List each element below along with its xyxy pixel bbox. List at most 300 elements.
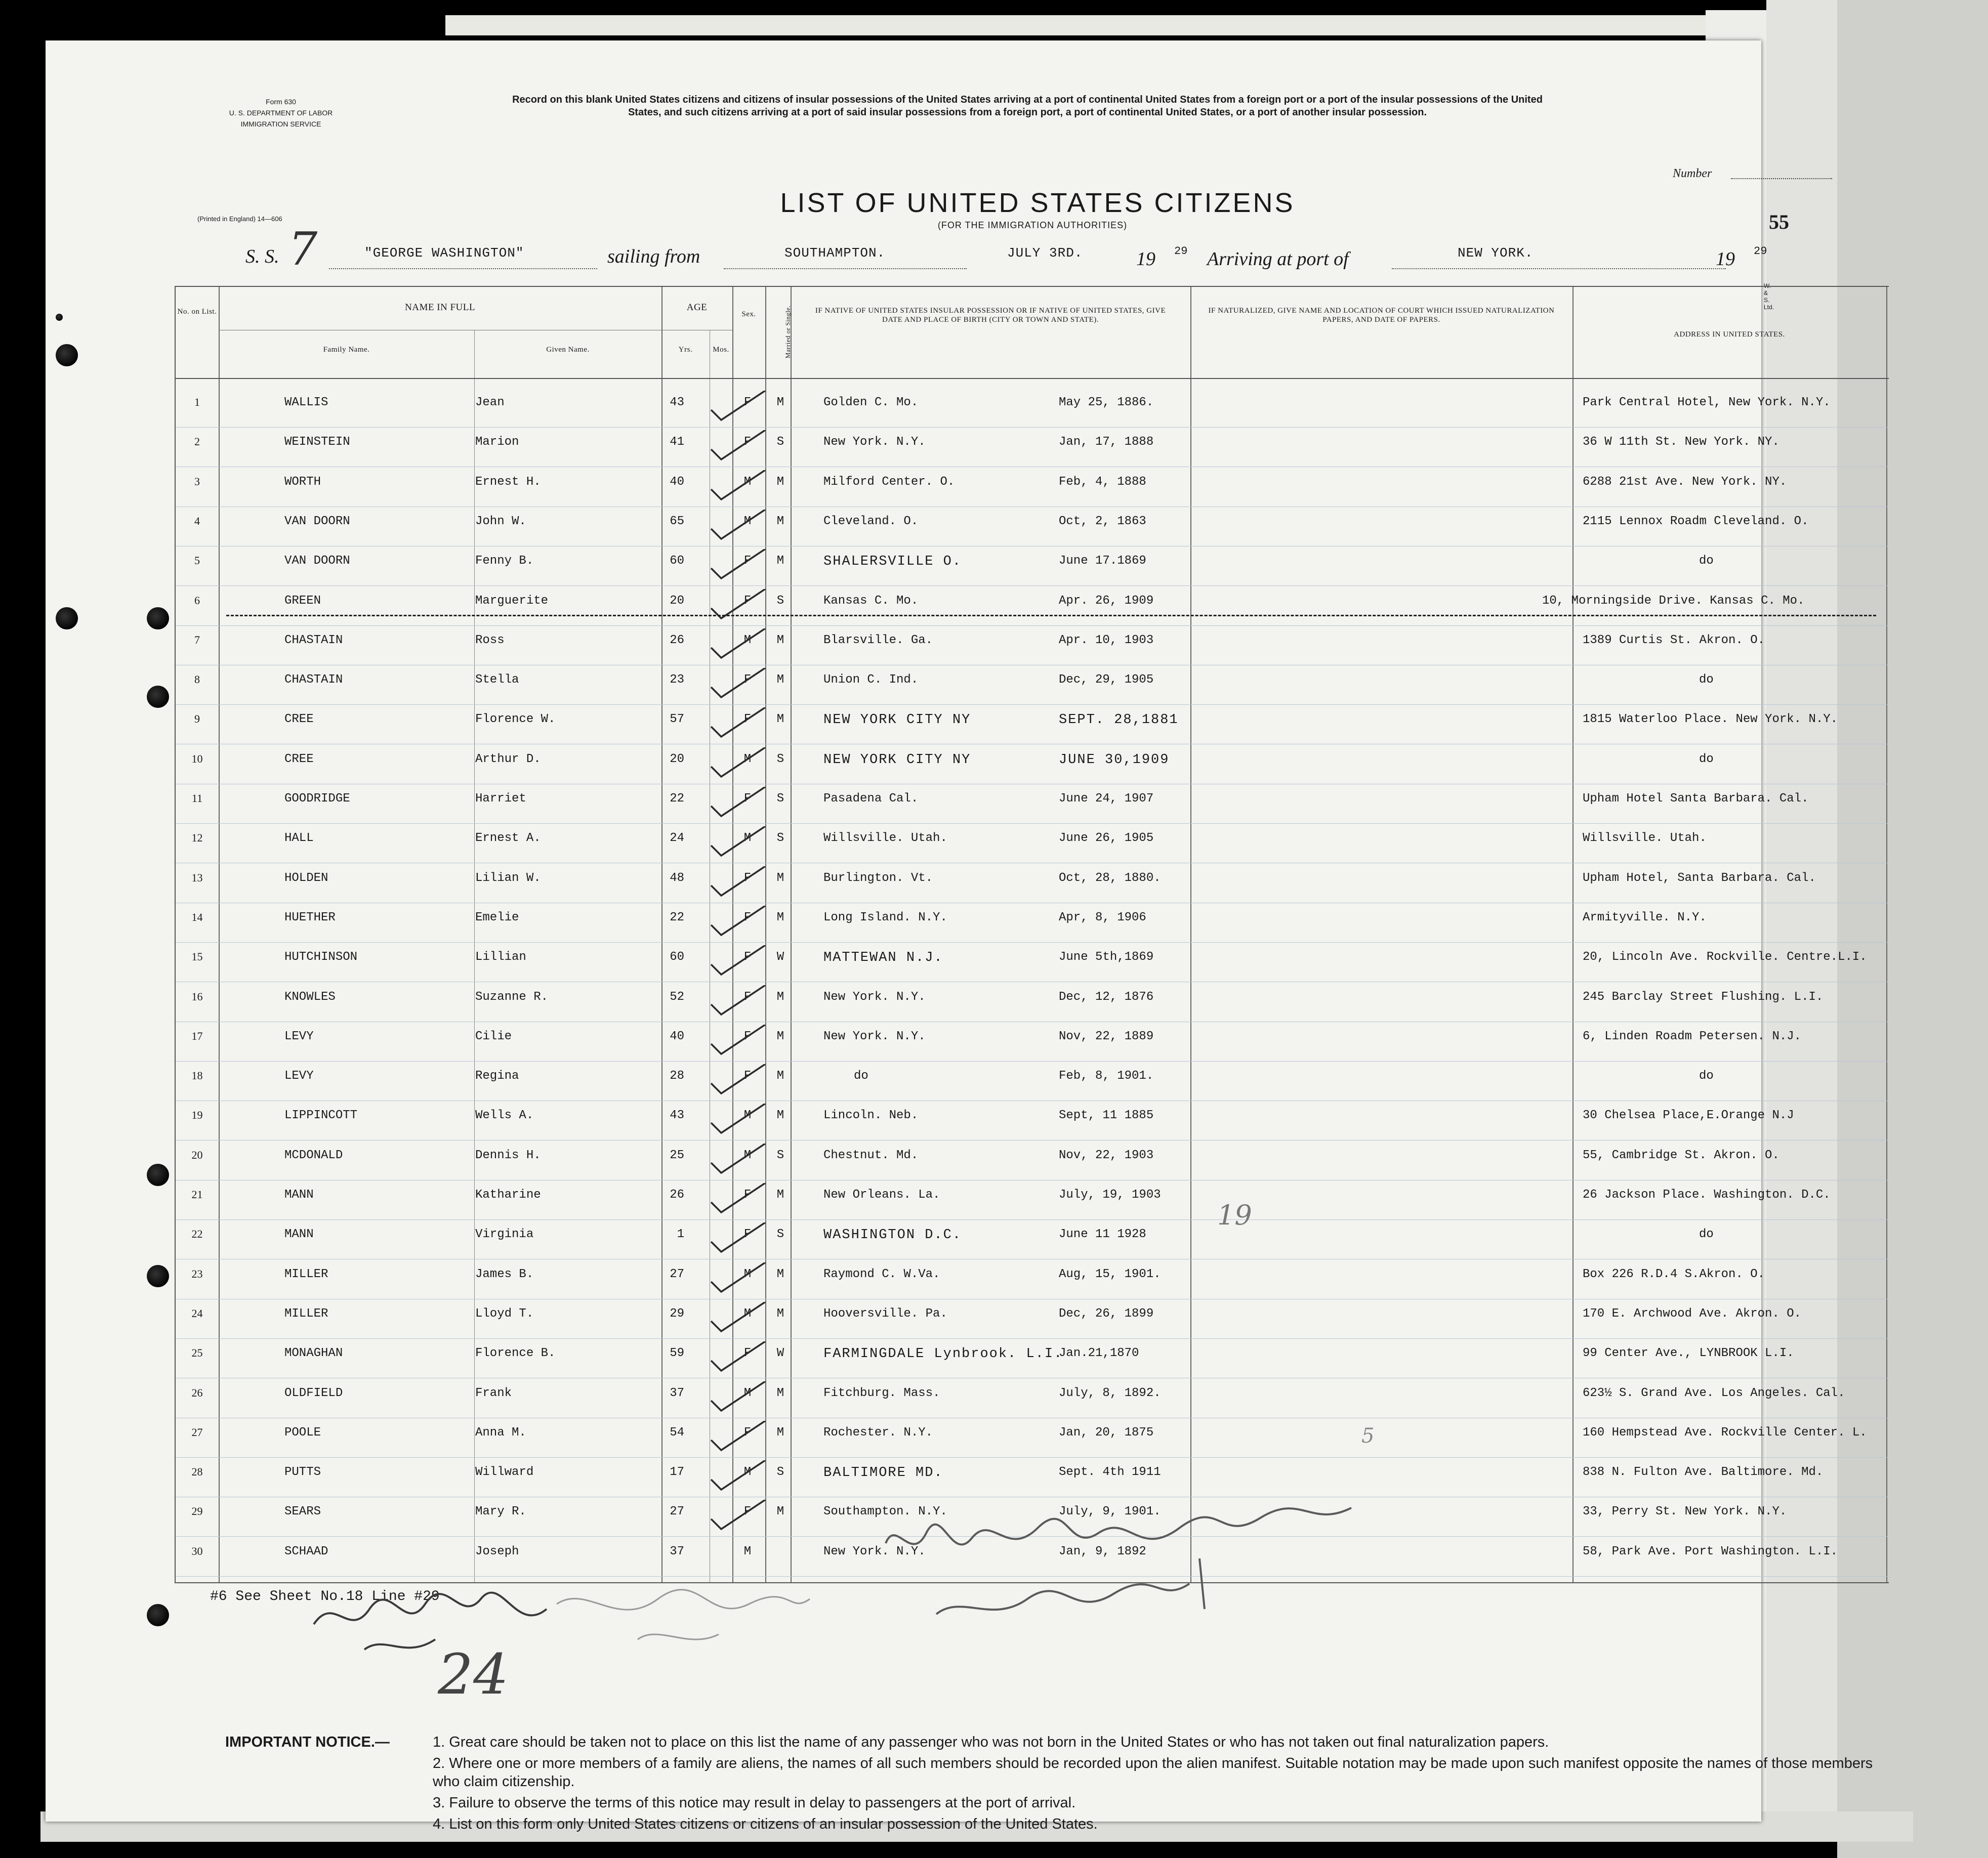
table-row [176,1188,1889,1227]
given-name: Frank [475,1386,512,1400]
check-mark [707,945,768,976]
given-name: Arthur D. [475,752,541,766]
table-row [176,1307,1889,1346]
sex: M [743,1544,752,1558]
age-years: 26 [670,633,684,647]
row-number: 19 [191,1109,203,1122]
sex: F [743,1228,752,1242]
given-name: Marguerite [475,594,549,608]
department: U. S. DEPARTMENT OF LABOR [229,109,333,117]
sex: F [743,1346,752,1361]
birthdate: Dec, 26, 1899 [1059,1306,1154,1321]
address: 26 Jackson Place. Washington. D.C. [1583,1188,1831,1202]
row-number: 30 [191,1544,203,1557]
check-mark [707,906,768,936]
age-years: 43 [670,396,684,409]
sex: F [743,950,752,964]
birthdate: Dec, 12, 1876 [1059,990,1154,1004]
address: Armityville. N.Y. [1583,910,1707,924]
birthplace: Golden C. Mo. [823,396,919,409]
age-years: 22 [670,792,684,806]
age-years: 60 [670,554,684,568]
birthplace: Hooversville. Pa. [823,1306,947,1321]
form-number: Form 630 [266,98,296,106]
given-name: Wells A. [475,1109,534,1123]
row-number: 18 [191,1069,203,1082]
age-years: 54 [670,1425,684,1440]
birthplace: BALTIMORE MD. [823,1465,943,1481]
birthdate: June 11 1928 [1059,1228,1146,1242]
table-row [176,1426,1889,1465]
sex: M [743,1465,752,1480]
address: do [1699,1069,1714,1083]
birthplace: NEW YORK CITY NY [823,712,971,728]
given-name: Jean [475,396,505,409]
family-name: MANN [284,1228,314,1242]
sex: M [743,514,752,528]
birthdate: July, 9, 1901. [1059,1505,1161,1519]
age-years: 29 [670,1306,684,1321]
address: do [1699,673,1714,687]
row-number: 26 [191,1386,203,1399]
sailing-label: sailing from [607,246,700,267]
port-to: NEW YORK. [1458,245,1534,261]
birthplace: Long Island. N.Y. [823,910,947,924]
age-years: 26 [670,1188,684,1202]
header-naturalized: IF NATURALIZED, GIVE NAME AND LOCATION OF COURT WHICH ISSUED NATURALIZATION PAPERS, AND DATE OF PAPERS. [1208,307,1555,324]
given-name: Anna M. [475,1425,526,1440]
family-name: POOLE [284,1425,321,1440]
birthplace: Burlington. Vt. [823,871,933,885]
family-name: MONAGHAN [284,1346,343,1361]
family-name: MCDONALD [284,1148,343,1162]
check-mark [707,1421,768,1451]
sex: M [743,1148,752,1162]
marital-status: W [776,1346,784,1361]
sex: M [743,752,752,766]
check-mark [707,985,768,1016]
birthdate: Oct, 2, 1863 [1059,514,1146,528]
family-name: VAN DOORN [284,514,350,528]
sex: F [743,990,752,1004]
marital-status: M [776,712,784,727]
ss-label: S. S. [245,246,279,267]
given-name: James B. [475,1267,534,1281]
row-number: 15 [191,950,203,963]
age-years: 43 [670,1109,684,1123]
check-mark [707,470,768,500]
given-name: John W. [475,514,526,528]
header-no: No. on List. [177,308,217,316]
birthplace: FARMINGDALE Lynbrook. L.I. [823,1346,1063,1362]
row-number: 17 [191,1029,203,1042]
header-bottom-line [176,378,1889,379]
family-name: HOLDEN [284,871,328,885]
row-number: 1 [194,396,200,408]
address: 33, Perry St. New York. N.Y. [1583,1505,1787,1519]
header-birth: IF NATIVE OF UNITED STATES INSULAR POSSESSION OR IF NATIVE OF UNITED STATES, GIVE DATE AND PLACE OF BIRTH (CITY OR TOWN AND STATE). [815,307,1166,324]
address: Upham Hotel, Santa Barbara. Cal. [1583,871,1816,885]
check-mark [707,1064,768,1094]
birthplace: Pasadena Cal. [823,792,919,806]
punch-hole [147,1164,169,1186]
row-number: 6 [194,594,200,607]
page-title: LIST OF UNITED STATES CITIZENS [780,188,1295,218]
marital-status: M [776,475,784,489]
family-name: HUETHER [284,910,336,924]
marital-status: M [776,673,784,687]
given-name: Virginia [475,1228,534,1242]
given-name: Ernest A. [475,831,541,846]
row-line [176,506,1889,507]
birthplace: NEW YORK CITY NY [823,752,971,768]
given-name: Joseph [475,1544,519,1558]
family-name: SCHAAD [284,1544,328,1558]
sex: F [743,594,752,608]
birthdate: Nov, 22, 1903 [1059,1148,1154,1162]
address: Park Central Hotel, New York. N.Y. [1583,396,1831,409]
birthdate: Jan, 9, 1892 [1059,1544,1146,1558]
birthdate: JUNE 30,1909 [1059,752,1170,768]
given-name: Florence B. [475,1346,556,1361]
address: Upham Hotel Santa Barbara. Cal. [1583,792,1809,806]
table-row [176,712,1889,751]
sex: F [743,1029,752,1043]
birthplace: New York. N.Y. [823,1029,926,1043]
birthplace: Lincoln. Neb. [823,1109,919,1123]
marital-status: S [776,1228,784,1242]
age-years: 20 [670,752,684,766]
address: 245 Barclay Street Flushing. L.I. [1583,990,1824,1004]
address: 55, Cambridge St. Akron. O. [1583,1148,1779,1162]
family-name: MANN [284,1188,314,1202]
row-number: 4 [194,514,200,527]
check-mark [707,787,768,817]
form-info [197,96,364,130]
family-name: PUTTS [284,1465,321,1480]
family-name: KNOWLES [284,990,336,1004]
age-years: 37 [670,1386,684,1400]
printer-mark: W. & S. Ltd. [1764,282,1774,311]
sex: F [743,910,752,924]
family-name: VAN DOORN [284,554,350,568]
family-name: MILLER [284,1267,328,1281]
age-years: 27 [670,1267,684,1281]
table-row [176,1109,1889,1148]
header-given-name: Given Name. [546,346,590,354]
given-name: Regina [475,1069,519,1083]
row-line [176,1457,1889,1458]
address: do [1699,1228,1714,1242]
family-name: OLDFIELD [284,1386,343,1400]
punch-hole [147,1265,169,1287]
check-mark [707,1183,768,1213]
year-prefix: 19 [1136,248,1155,270]
check-mark [707,1222,768,1253]
birthplace: Fitchburg. Mass. [823,1386,940,1400]
check-mark [707,1341,768,1372]
age-years: 20 [670,594,684,608]
marital-status: S [776,1465,784,1480]
address: 10, Morningside Drive. Kansas C. Mo. [1542,594,1805,608]
sex: M [743,1306,752,1321]
check-mark [707,1460,768,1491]
row-number: 14 [191,910,203,923]
sex: F [743,435,752,449]
sex: M [743,633,752,647]
check-mark [707,510,768,540]
given-name: Fenny B. [475,554,534,568]
row-line [176,585,1889,586]
page-number: 55 [1769,210,1789,233]
birthdate: May 25, 1886. [1059,396,1154,409]
check-mark [707,707,768,738]
address: 99 Center Ave., LYNBROOK L.I. [1583,1346,1794,1361]
age-years: 52 [670,990,684,1004]
given-name: Lloyd T. [475,1306,534,1321]
row-number: 8 [194,673,200,686]
handwritten-mark: 7 [288,223,318,276]
arrival-year-suffix: 29 [1754,245,1767,258]
record-instructions: Record on this blank United States citizens and citizens of insular possessions of the United States arriving at a port of continental United States from a foreign port or a port of the insular possessions of the United States, and such citizens arriving at a port of said insular possessions from a foreign port, a port of continental United States, or a port of another insular possession. [512,94,1543,118]
age-years: 40 [670,475,684,489]
table-row [176,911,1889,950]
row-number: 16 [191,990,203,1003]
birthdate: July, 8, 1892. [1059,1386,1161,1400]
birthdate: June 17.1869 [1059,554,1146,568]
table-row [176,554,1889,593]
birthplace: Willsville. Utah. [823,831,947,846]
family-name: GOODRIDGE [284,792,350,806]
row-line [176,942,1889,943]
ship-name: "GEORGE WASHINGTON" [364,245,524,261]
birthplace: Chestnut. Md. [823,1148,919,1162]
address: 1389 Curtis St. Akron. O. [1583,633,1765,647]
sex: M [743,831,752,846]
marital-status: M [776,1188,784,1202]
age-years: 28 [670,1069,684,1083]
row-number: 3 [194,475,200,488]
table-row [176,435,1889,474]
birthdate: Apr. 10, 1903 [1059,633,1154,647]
sex: F [743,1188,752,1202]
family-name: WORTH [284,475,321,489]
marital-status: M [776,1306,784,1321]
header-sex: Sex. [741,310,756,318]
age-years: 23 [670,673,684,687]
punch-hole [56,344,78,366]
birthdate: Jan, 20, 1875 [1059,1425,1154,1440]
marital-status: M [776,990,784,1004]
marital-status: M [776,514,784,528]
address: Box 226 R.D.4 S.Akron. O. [1583,1267,1765,1281]
header-married: Married or Single. [784,305,792,359]
family-name: CHASTAIN [284,673,343,687]
birthplace: New Orleans. La. [823,1188,940,1202]
address: do [1699,752,1714,766]
punch-hole [147,607,169,629]
manifest-sheet [46,40,1873,1832]
row-number: 5 [194,554,200,567]
given-name: Mary R. [475,1505,526,1519]
family-name: HUTCHINSON [284,950,358,964]
row-number: 23 [191,1267,203,1280]
marital-status: M [776,1069,784,1083]
birthdate: Feb, 4, 1888 [1059,475,1146,489]
family-name: LEVY [284,1029,314,1043]
punch-hole [56,314,63,321]
row-line [176,1338,1889,1339]
sex: F [743,792,752,806]
birthplace: Blarsville. Ga. [823,633,933,647]
birthdate: July, 19, 1903 [1059,1188,1161,1202]
table-row [176,594,1889,633]
age-years: 57 [670,712,684,727]
table-row [176,634,1889,672]
age-years: 22 [670,910,684,924]
given-name: Suzanne R. [475,990,549,1004]
address: 6, Linden Roadm Petersen. N.J. [1583,1029,1802,1043]
clerk-signature [304,1564,860,1665]
row-number: 7 [194,633,200,646]
header-address: ADDRESS IN UNITED STATES. [1674,330,1785,339]
row-number: 12 [191,831,203,844]
given-name: Lillian [475,950,526,964]
check-mark [707,1262,768,1293]
given-name: Katharine [475,1188,541,1202]
table-row [176,1149,1889,1188]
notice-item-4: 4. List on this form only United States citizens or citizens of an insular possession of the United States. [433,1816,1098,1832]
given-name: Stella [475,673,519,687]
row-number: 20 [191,1148,203,1161]
table-row [176,950,1889,989]
birthplace: Southampton. N.Y. [823,1505,947,1519]
birthdate: June 24, 1907 [1059,792,1154,806]
arriving-label: Arriving at port of [1207,248,1349,270]
given-name: Harriet [475,792,526,806]
sex: F [743,712,752,727]
notice-label: IMPORTANT NOTICE.— [225,1734,390,1750]
given-name: Willward [475,1465,534,1480]
punch-hole [56,607,78,629]
number-label: Number [1673,167,1712,180]
birthdate: June 26, 1905 [1059,831,1154,846]
header-yrs: Yrs. [678,346,693,354]
family-name: CREE [284,712,314,727]
row-number: 29 [191,1505,203,1518]
table-row [176,1268,1889,1306]
marital-status: M [776,396,784,409]
given-name: Ross [475,633,505,647]
age-years: 17 [670,1465,684,1480]
check-mark [707,430,768,460]
sailing-date: JULY 3RD. [1007,245,1083,261]
birthplace: New York. N.Y. [823,1544,926,1558]
address: 838 N. Fulton Ave. Baltimore. Md. [1583,1465,1824,1480]
family-name: CHASTAIN [284,633,343,647]
table-row [176,1030,1889,1069]
address: 160 Hempstead Ave. Rockville Center. L. [1583,1425,1867,1440]
table-row [176,515,1889,554]
marital-status: M [776,1425,784,1440]
given-name: Ernest H. [475,475,541,489]
table-row [176,396,1889,435]
address: 2115 Lennox Roadm Cleveland. O. [1583,514,1809,528]
marital-status: W [776,950,784,964]
marital-status: S [776,1148,784,1162]
marital-status: M [776,554,784,568]
row-line [176,1061,1889,1062]
sex: M [743,475,752,489]
table-row [176,1346,1889,1385]
given-name: Dennis H. [475,1148,541,1162]
birthplace: Kansas C. Mo. [823,594,919,608]
birthdate: Apr. 26, 1909 [1059,594,1154,608]
family-name: LEVY [284,1069,314,1083]
age-years: 59 [670,1346,684,1361]
address: 6288 21st Ave. New York. NY. [1583,475,1787,489]
table-row [176,1069,1889,1108]
sex: F [743,554,752,568]
handwritten-19: 19 [1217,1199,1252,1231]
table-row [176,831,1889,870]
row-number: 22 [191,1228,203,1241]
given-name: Cilie [475,1029,512,1043]
address: do [1699,554,1714,568]
birthdate: June 5th,1869 [1059,950,1154,964]
address: 20, Lincoln Ave. Rockville. Centre.L.I. [1583,950,1867,964]
birthdate: Sept. 4th 1911 [1059,1465,1161,1480]
marital-status: M [776,871,784,885]
age-years: 25 [670,1148,684,1162]
birthdate: SEPT. 28,1881 [1059,712,1179,728]
notice-item-3: 3. Failure to observe the terms of this notice may result in delay to passengers at the port of arrival. [433,1795,1076,1811]
marital-status: S [776,435,784,449]
row-number: 10 [191,752,203,765]
address: Willsville. Utah. [1583,831,1707,846]
birthplace: MATTEWAN N.J. [823,950,943,966]
table-row [176,990,1889,1029]
port-from: SOUTHAMPTON. [784,245,886,261]
birthplace: do [854,1069,868,1083]
table-row [176,475,1889,514]
ship-field-line [329,268,597,269]
header-mos: Mos. [713,346,729,354]
check-mark [707,1500,768,1530]
sex: F [743,1505,752,1519]
punch-hole [147,686,169,708]
family-name: CREE [284,752,314,766]
age-years: 24 [670,831,684,846]
birthplace: Milford Center. O. [823,475,955,489]
family-name: WEINSTEIN [284,435,350,449]
check-mark [707,1025,768,1055]
birthplace: SHALERSVILLE O. [823,554,962,570]
handwritten-24: 24 [438,1642,509,1707]
notice-item-1: 1. Great care should be taken not to place on this list the name of any passenger who was not born in the United States or who has not taken out final naturalization papers. [433,1734,1549,1750]
marital-status: M [776,910,784,924]
address: 623½ S. Grand Ave. Los Angeles. Cal. [1583,1386,1845,1400]
paper-edge [445,15,1792,35]
age-years: 37 [670,1544,684,1558]
printed-note: (Printed in England) 14—606 [197,215,282,223]
family-name: SEARS [284,1505,321,1519]
row-number: 13 [191,871,203,884]
passenger-table [175,286,1889,1583]
handwritten-5: 5 [1361,1424,1375,1448]
row-line [176,625,1889,626]
row-number: 9 [194,712,200,726]
